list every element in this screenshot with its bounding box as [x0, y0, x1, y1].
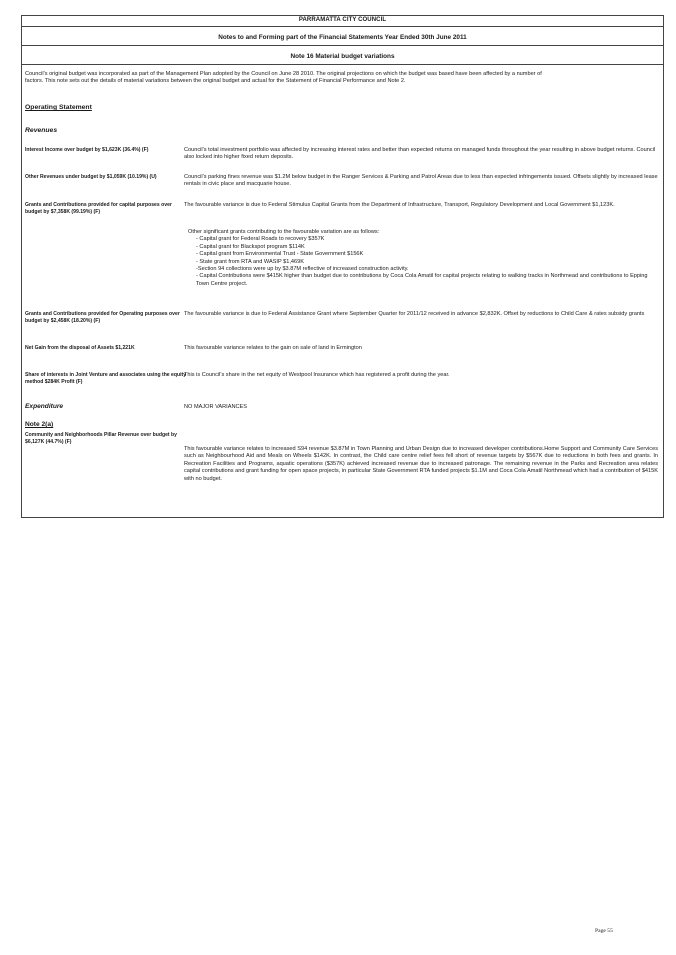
divider [22, 64, 663, 65]
row-label-capital-grants: Grants and Contributions provided for capital purposes over budget by $7,358K (99.19%) (F) [25, 202, 172, 215]
row-desc-other-revenues: Council's parking fines revenue was $1.2M below budget in the Ranger Services & Parking and Patrol Areas due to less than expected infringements issued. Offsets slightly by increased lease rentals in civic place and macquarie house. [184, 174, 658, 188]
row-label-joint-venture: Share of interests in Joint Venture and associates using the equity method $284K Profit (F) [25, 372, 187, 385]
list-item: - State grant from RTA and WASIP $1,469K [196, 258, 304, 265]
row-label-net-gain: Net Gain from the disposal of Assets $1,221K [25, 345, 135, 351]
row-label-community-pillar: Community and Neighborhoods Pillar Revenue over budget by $6,127K (44.7%) (F) [25, 432, 177, 445]
expenditure-desc: NO MAJOR VARIANCES [184, 404, 247, 410]
row-desc-joint-venture: This is Council's share in the net equity of Westpool Insurance which has registered a profit during the year. [184, 372, 450, 378]
grants-detail-list [184, 236, 658, 288]
row-desc-interest-income: Council's total investment portfolio was affected by increasing interest rates and better than expected returns on managed funds throughout the year resulting in above budget returns. Council also locked into higher fixed return deposits. [184, 147, 656, 161]
notes-title: Notes to and Forming part of the Financial Statements Year Ended 30th June 2011 [218, 34, 467, 41]
council-name: PARRAMATTA CITY COUNCIL [298, 17, 387, 23]
list-item: - Capital Contributions were $415K higher than budget due to contributions by Coca Cola Amatil for capital projects relating to walking tracks in Northmead and contributions to Epping Town Centre project. [196, 273, 648, 287]
operating-statement-heading: Operating Statement [25, 104, 92, 111]
row-label-interest-income: Interest Income over budget by $1,623K (36.4%) (F) [25, 147, 149, 153]
page-number: Page 55 [595, 928, 613, 934]
row-label-other-revenues: Other Revenues under budget by $1,059K (10.19%) (U) [25, 174, 157, 180]
list-item: - Capital grant for Blackspot program $114K [196, 243, 305, 250]
revenues-heading: Revenues [25, 127, 58, 134]
row-desc-capital-grants: The favourable variance is due to Federal Stimulus Capital Grants from the Department of Infrastructure, Transport, Regulatory Development and Local Government $1,123K. [184, 202, 615, 208]
grants-detail-intro: Other significant grants contributing to the favourable variation are as follows: [188, 229, 380, 235]
expenditure-heading: Expenditure [25, 403, 64, 410]
document-frame [21, 15, 664, 518]
row-desc-net-gain: This favourable variance relates to the gain on sale of land in Ermington [184, 345, 362, 351]
divider [22, 45, 663, 46]
row-desc-operating-grants: The favourable variance is due to Federal Assistance Grant where September Quarter for 2011/12 received in advance $2,832K. Offset by reductions to Child Care & rates subsidy grants [184, 311, 645, 317]
grants-detail [184, 229, 658, 288]
intro-paragraph: Council's original budget was incorporated as part of the Management Plan adopted by the Council on June 28 2010. The original projections on which the budget was based have been affected by a number of factors. This note sets out the details of material variations between the original budget and actual for the Statement of Financial Performance and Note 2. [25, 71, 542, 85]
note-title: Note 16 Material budget variations [290, 53, 395, 60]
note-2a-heading: Note 2(a) [25, 421, 54, 428]
row-desc-community-pillar: This favourable variance relates to increased S94 revenue $3.87M in Town Planning and Urban Design due to increased developer contributions.Home Support and Community Care Services such as Neighbourhood Aid and Meals on Wheels $142K. In contrast, the Child care centre relief fees fell short of revenue targets by $567K due to reductions in both fees and grants. In Recreation Facilities and Programs, aquatic operations ($357K) achieved increased revenue due to increased patronage. The remaining revenue in the Parks and Recreation area relates capital contributions and grant funding for open space projects, in particular State Government RTA funded projects $1.1M and Coca Cola Amatil Northmead which had a contribution of $415K with no budget. [184, 446, 658, 482]
list-item: - Capital grant from Environmental Trust - State Government $156K [196, 251, 364, 258]
list-item: -Section 94 collections were up by $3.87M reflective of increased construction activity. [196, 266, 409, 273]
row-label-operating-grants: Grants and Contributions provided for Operating purposes over budget by $2,458K (18.20%) (F) [25, 311, 180, 324]
divider [22, 26, 663, 27]
list-item: - Capital grant for Federal Roads to recovery $357K [196, 236, 325, 243]
